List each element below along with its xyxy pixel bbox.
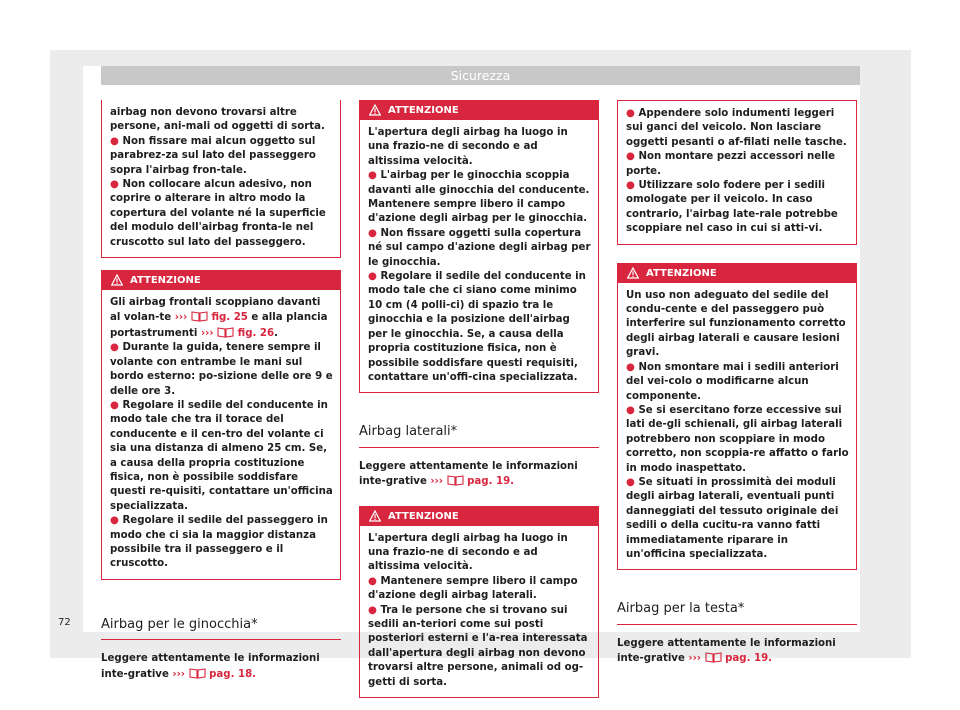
warning-intro: Un uso non adeguato del sedile del condu-cente e del passeggero può interferire sul funzionamento corretto degli airbag laterali e causare lesioni gravi. xyxy=(626,289,846,359)
book-icon xyxy=(189,667,206,679)
bullet-icon: ● xyxy=(110,135,119,147)
bullet-item: ● L'airbag per le ginocchia scoppia davanti alle ginocchia del conducente. Mantenere sempre libero il campo d'azione degli airbag per le ginocchia. xyxy=(368,170,590,225)
bullet-icon: ● xyxy=(368,575,377,587)
bullet-item: ● Utilizzare solo fodere per i sedili omologate per il veicolo. In caso contrario, l'airbag late-rale potrebbe scoppiare nel caso in cui si atti-vi. xyxy=(626,180,838,235)
warning-box xyxy=(359,506,599,698)
bullet-icon: ● xyxy=(110,179,119,191)
book-icon xyxy=(217,326,234,338)
bullet-item: ● Regolare il sedile del conducente in modo tale che ci siano come minimo 10 cm (4 polli-ci) di spazio tra le ginocchia e la posizione dell'airbag per le ginocchia. Se, a causa della propria costituzione fisica, non è possibile soddisfare questi requisiti, contattare un'offi-cina specializzata. xyxy=(368,271,586,383)
bullet-item: ● Tra le persone che si trovano sui sedili an-teriori come sui posti posteriori esterni e l'a-rea interessata dall'apertura degli airbag non devono trovarsi altre persone, animali od og-getti di sorta. xyxy=(368,604,588,688)
section-title: Airbag per la testa* xyxy=(617,602,857,624)
fig-reference-link[interactable]: ››› fig. 25 xyxy=(174,312,248,324)
bullet-icon: ● xyxy=(626,476,635,488)
section-text: Leggere attentamente le informazioni inte-grative ››› pag. 18. xyxy=(101,653,320,680)
page-number: 72 xyxy=(58,617,71,628)
section-text: Leggere attentamente le informazioni inte-grative ››› pag. 19. xyxy=(617,637,836,665)
bullet-item: ● Non collocare alcun adesivo, non coprire o alterare in altro modo la copertura del volante né la superficie del modulo dell'airbag fronta-le nel cruscotto sul lato del passeggero. xyxy=(110,179,326,248)
bullet-icon: ● xyxy=(626,361,635,373)
column-1 xyxy=(101,100,341,682)
warning-triangle-icon xyxy=(111,274,123,286)
page-reference-link[interactable]: ››› pag. 19. xyxy=(430,476,515,488)
bullet-icon: ● xyxy=(368,271,377,283)
bullet-item: ● Se situati in prossimità dei moduli degli airbag laterali, eventuali punti danneggiati del tessuto originale dei sedili o della cucitu-ra vanno fatti immediatamente riparare in un'officina specializzata. xyxy=(626,476,839,560)
bullet-item: ● Mantenere sempre libero il campo d'azione degli airbag laterali. xyxy=(368,575,578,602)
column-3 xyxy=(617,100,857,667)
warning-intro: Gli airbag frontali scoppiano davanti al volan-te ››› fig. 25 e alla plancia portastrumenti ››› fig. 26. xyxy=(110,297,328,339)
bullet-icon: ● xyxy=(110,342,119,354)
warning-header xyxy=(102,271,340,290)
bullet-icon: ● xyxy=(626,404,635,416)
bullet-item: ● Non fissare oggetti sulla copertura né sul campo d'azione degli airbag per le ginocchia. xyxy=(368,227,591,268)
bullet-item: ● Regolare il sedile del passeggero in modo che ci sia la maggior distanza possibile tra il passeggero e il cruscotto. xyxy=(110,515,328,570)
bullet-item: ● Non smontare mai i sedili anteriori del vei-colo o modificarne alcun componente. xyxy=(626,361,839,402)
book-icon xyxy=(447,474,464,486)
page-header: Sicurezza xyxy=(101,66,860,85)
bullet-item: ● Se si esercitano forze eccessive sui lati de-gli schienali, gli airbag laterali potrebbero non scoppiare in modo corretto, non scoppia-re affatto o farlo in modo inaspettato. xyxy=(626,404,849,474)
warning-box xyxy=(101,270,341,580)
bullet-item: ● Durante la guida, tenere sempre il volante con entrambe le mani sul bordo esterno: po-sizione delle ore 9 e delle ore 3. xyxy=(110,342,333,397)
fig-reference-link[interactable]: ››› fig. 26 xyxy=(200,327,275,339)
section-title: Airbag per le ginocchia* xyxy=(101,618,341,640)
warning-triangle-icon xyxy=(369,104,381,116)
book-icon xyxy=(705,651,722,663)
warning-label: ATTENZIONE xyxy=(388,105,459,116)
warning-label: ATTENZIONE xyxy=(388,510,459,522)
warning-intro: L'apertura degli airbag ha luogo in una frazio-ne di secondo e ad altissima velocità. xyxy=(368,532,568,573)
page-reference-link[interactable]: ››› pag. 18. xyxy=(172,668,257,680)
continued-warning-box xyxy=(617,100,857,245)
warning-intro: L'apertura degli airbag ha luogo in una frazio-ne di secondo e ad altissima velocità. xyxy=(368,127,568,167)
bullet-item: ● Regolare il sedile del conducente in modo tale che tra il torace del conducente e il cen-tro del volante ci sia una distanza di almeno 25 cm. Se, a causa della propria costituzione fisica, non è possibile soddisfare questi re-quisiti, contattare un'officina specializzata. xyxy=(110,399,333,512)
page-reference-link[interactable]: ››› pag. 19. xyxy=(688,653,773,665)
warning-box xyxy=(359,100,599,393)
bullet-icon: ● xyxy=(368,170,377,182)
bullet-icon: ● xyxy=(626,151,635,163)
warning-box xyxy=(617,263,857,571)
warning-triangle-icon xyxy=(627,267,639,279)
bullet-icon: ● xyxy=(110,515,119,527)
bullet-icon: ● xyxy=(368,227,377,239)
bullet-item: ● Appendere solo indumenti leggeri sui ganci del veicolo. Non lasciare oggetti pesanti o af-filati nelle tasche. xyxy=(626,108,847,148)
warning-triangle-icon xyxy=(369,510,381,522)
warning-header xyxy=(618,264,856,283)
book-icon xyxy=(191,310,208,322)
bullet-icon: ● xyxy=(626,108,635,119)
bullet-icon: ● xyxy=(626,180,635,192)
bullet-icon: ● xyxy=(110,399,119,411)
bullet-item: ● Non fissare mai alcun oggetto sul parabrez-za sul lato del passeggero sopra l'airbag fron-tale. xyxy=(110,135,316,176)
warning-label: ATTENZIONE xyxy=(130,275,201,287)
warning-header xyxy=(360,507,598,526)
warning-label: ATTENZIONE xyxy=(646,267,717,279)
continued-warning-box xyxy=(101,100,341,258)
section-text: Leggere attentamente le informazioni inte-grative ››› pag. 19. xyxy=(359,460,578,488)
section-title: Airbag laterali* xyxy=(359,425,599,447)
continued-text: airbag non devono trovarsi altre persone, ani-mali od oggetti di sorta. xyxy=(110,107,325,133)
bullet-item: ● Non montare pezzi accessori nelle porte. xyxy=(626,151,836,177)
warning-header xyxy=(360,101,598,120)
bullet-icon: ● xyxy=(368,604,377,616)
column-2 xyxy=(359,100,599,710)
